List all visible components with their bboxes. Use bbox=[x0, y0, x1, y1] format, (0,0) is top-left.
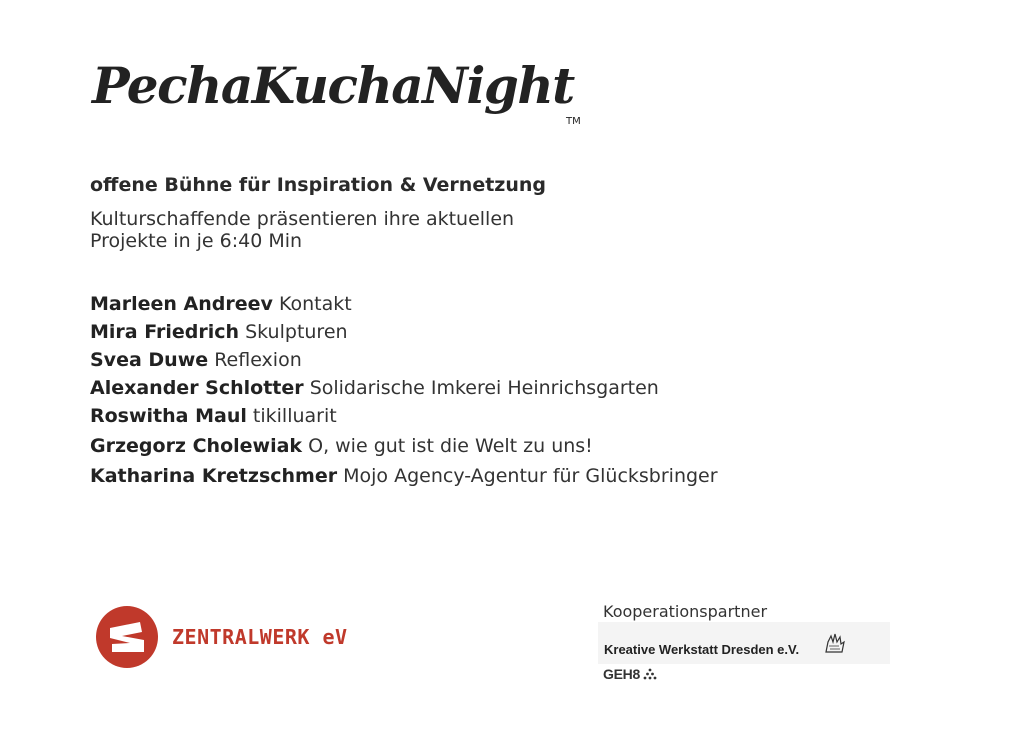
partner-name: GEH8 bbox=[603, 666, 640, 682]
presenter-topic: O, wie gut ist die Welt zu uns! bbox=[308, 435, 593, 457]
presenter-name: Alexander Schlotter bbox=[90, 377, 304, 399]
logo-text: PechaKuchaNight bbox=[92, 56, 574, 115]
partner-kreative-werkstatt bbox=[598, 622, 890, 664]
presenter-name: Mira Friedrich bbox=[90, 321, 240, 343]
presenter-topic: tikilluarit bbox=[252, 405, 337, 427]
partners-label: Kooperationspartner bbox=[603, 602, 768, 621]
presenter-list bbox=[90, 290, 718, 492]
presenter-name: Svea Duwe bbox=[90, 349, 209, 371]
presenter-topic: Skulpturen bbox=[245, 321, 348, 343]
presenter-name: Marleen Andreev bbox=[90, 293, 273, 315]
pechakucha-logo bbox=[92, 56, 581, 127]
description-line-1: Kulturschaffende präsentieren ihre aktuellen bbox=[90, 208, 515, 230]
trademark-mark: TM bbox=[566, 116, 581, 127]
description-line-2: Projekte in je 6:40 Min bbox=[90, 230, 303, 252]
event-subtitle: offene Bühne für Inspiration & Vernetzung bbox=[90, 174, 547, 196]
zentralwerk-logo-icon bbox=[96, 606, 158, 668]
presenter-item bbox=[90, 346, 718, 374]
presenter-topic: Reflexion bbox=[214, 349, 302, 371]
presenter-item bbox=[90, 462, 718, 492]
presenter-topic: Mojo Agency-Agentur für Glücksbringer bbox=[343, 465, 718, 487]
presenter-name: Katharina Kretzschmer bbox=[90, 465, 338, 487]
presenter-name: Grzegorz Cholewiak bbox=[90, 435, 303, 457]
organizer-logo bbox=[96, 606, 348, 668]
presenter-topic: Solidarische Imkerei Heinrichsgarten bbox=[309, 377, 659, 399]
presenter-topic: Kontakt bbox=[278, 293, 352, 315]
organizer-name: ZENTRALWERK eV bbox=[172, 625, 348, 649]
partner-name: Kreative Werkstatt Dresden e.V. bbox=[604, 642, 800, 657]
hand-sketch-icon bbox=[820, 630, 848, 658]
event-description bbox=[90, 208, 650, 252]
partner-geh8 bbox=[603, 666, 658, 682]
triangle-dots-icon bbox=[642, 668, 658, 680]
presenter-item bbox=[90, 402, 718, 432]
presenter-name: Roswitha Maul bbox=[90, 405, 247, 427]
presenter-item bbox=[90, 432, 718, 462]
presenter-item bbox=[90, 374, 718, 402]
presenter-item bbox=[90, 290, 718, 318]
presenter-item bbox=[90, 318, 718, 346]
